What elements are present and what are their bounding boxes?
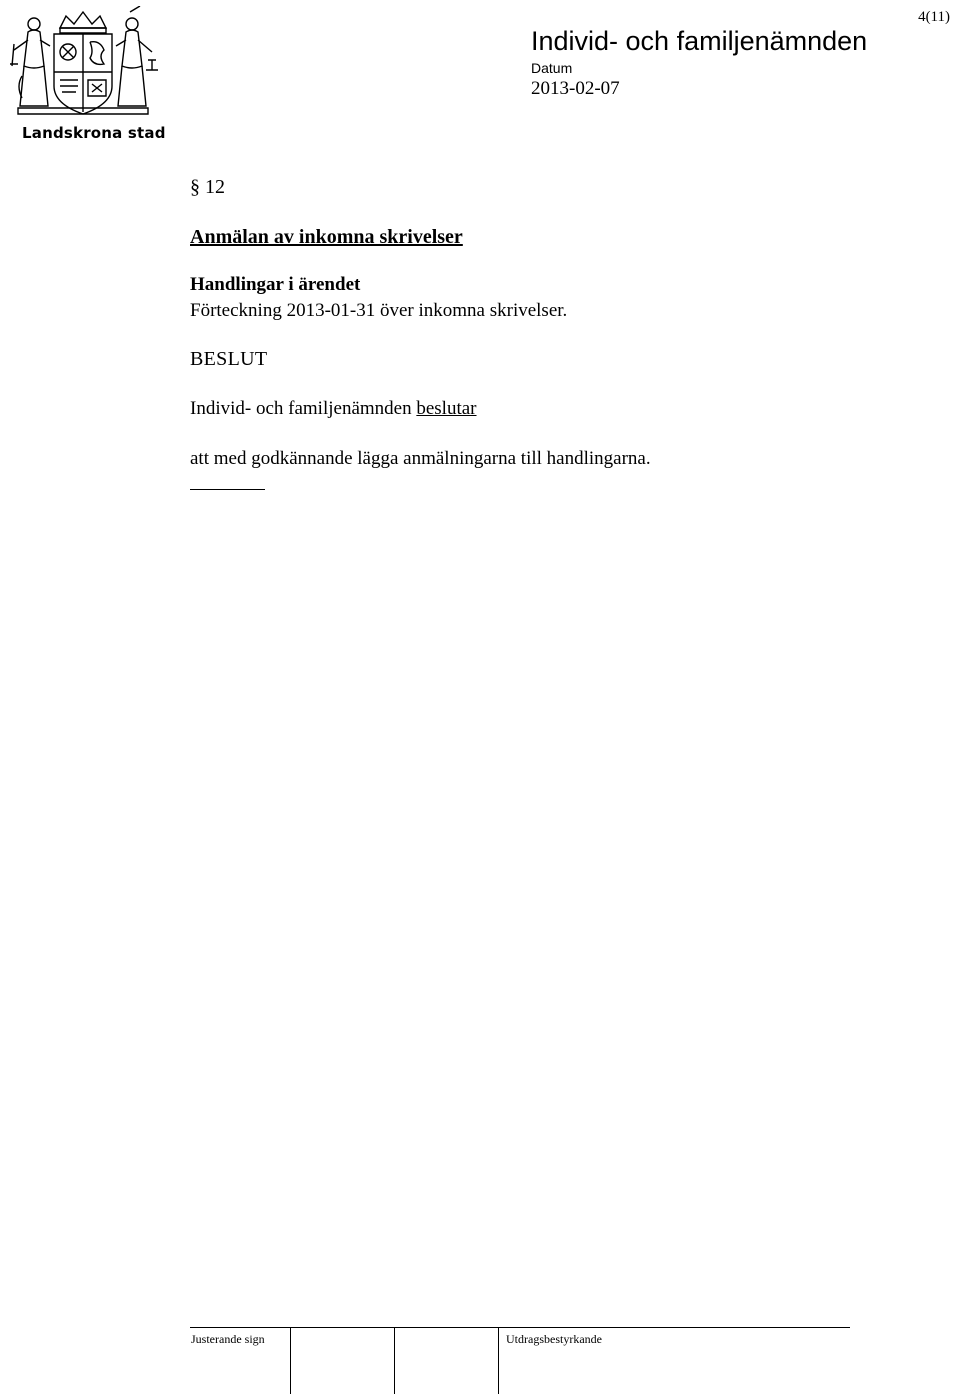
footer-divider — [498, 1328, 499, 1394]
documents-heading: Handlingar i ärendet — [190, 274, 361, 295]
signature-label: Justerande sign — [191, 1332, 265, 1346]
date-value: 2013-02-07 — [531, 78, 620, 99]
section-number: § 12 — [190, 176, 225, 198]
landskrona-logo — [8, 6, 166, 142]
footer-rule — [190, 1327, 850, 1328]
committee-name: Individ- och familjenämnden — [531, 26, 868, 56]
decision-text: att med godkännande lägga anmälningarna till handlingarna. — [190, 448, 651, 469]
decision-subject: Individ- och familjenämnden — [190, 398, 412, 419]
date-label: Datum — [531, 60, 573, 76]
coat-of-arms-icon — [8, 6, 158, 118]
decision-verb: beslutar — [416, 398, 477, 419]
item-title: Anmälan av inkomna skrivelser — [190, 226, 463, 248]
page-number: 4(11) — [918, 9, 950, 25]
decision-heading: BESLUT — [190, 348, 268, 370]
footer-divider — [290, 1328, 291, 1394]
end-rule — [190, 489, 265, 490]
extract-label: Utdragsbestyrkande — [506, 1332, 602, 1346]
signature-footer — [190, 1327, 850, 1395]
decision-line — [190, 398, 477, 420]
logo-text: Landskrona stad — [22, 124, 166, 142]
footer-divider — [394, 1328, 395, 1394]
documents-text: Förteckning 2013-01-31 över inkomna skrivelser. — [190, 300, 568, 321]
